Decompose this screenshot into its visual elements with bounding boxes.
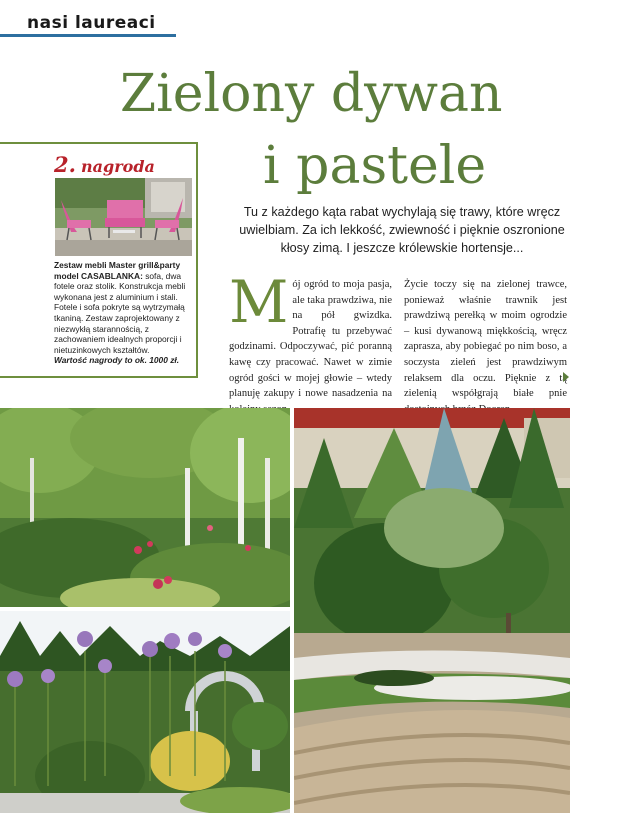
body-column-1-text: ój ogród to moja pasja, ale taka prawdziwa, nie na pół gwizdka. Potrafię tu przebywać godzinami. Odpoczywać, pić poranną kawę czy pracować. Nawet w zimie ogród gości w mojej głowie – wtedy planuję zakupy i nowe nasadzenia na xyxy=(229,279,392,400)
drop-cap: M xyxy=(229,268,289,336)
garden-photo-alliums xyxy=(0,611,290,813)
garden-photo-birches xyxy=(0,408,290,607)
body-column-1 xyxy=(229,268,392,417)
continue-arrow-icon xyxy=(563,372,569,382)
prize-furniture-photo xyxy=(55,178,192,256)
garden-photo-lawn-path xyxy=(294,408,570,813)
article-lead: Tu z każdego kąta rabat wychylają się trawy, które wręcz uwielbiam. Za ich lekkość, zwiewność i pięknie oszronione kłosy zimą. I jeszcze królewskie hortensje... xyxy=(239,205,565,255)
section-label: nasi laureaci xyxy=(27,13,156,33)
article-title-line-1: Zielony dywan xyxy=(120,64,503,124)
prize-heading xyxy=(54,152,155,177)
prize-value: Wartość nagrody to ok. 1000 zł. xyxy=(54,355,180,366)
section-rule xyxy=(0,34,176,37)
prize-product-details: sofa, dwa fotele oraz stolik. Konstrukcja mebli wykonana jest z aluminium i stali. Fotele i sofa pokryte są wytrzymałą tkaniną. Zestaw zaprojektowany z niezwykłą starannością, z zachowaniem idealnych proporcji i nietuzinkowych kształtów. xyxy=(54,270,186,355)
prize-product-name: Zestaw mebli Master grill&party model CASABLANKA: xyxy=(54,260,181,281)
prize-label: nagroda xyxy=(81,157,155,176)
prize-description xyxy=(54,260,194,366)
body-column-2 xyxy=(404,277,567,417)
article-title-line-2: i pastele xyxy=(263,136,487,196)
prize-number: 2. xyxy=(54,152,76,177)
body-column-2-text: Życie toczy się na zielonej trawce, ponieważ właśnie trawnik jest prawdziwą perełką w moim ogrodzie – kusi dywanową miękkością, wręcz zaprasza, aby pobiegać po nim boso, a soczysta zieleń jest prawdziwym relaksem dla oczu. Pięknie z tą zielenią współgrają białe pnie xyxy=(404,279,567,400)
prize-box xyxy=(0,142,198,378)
